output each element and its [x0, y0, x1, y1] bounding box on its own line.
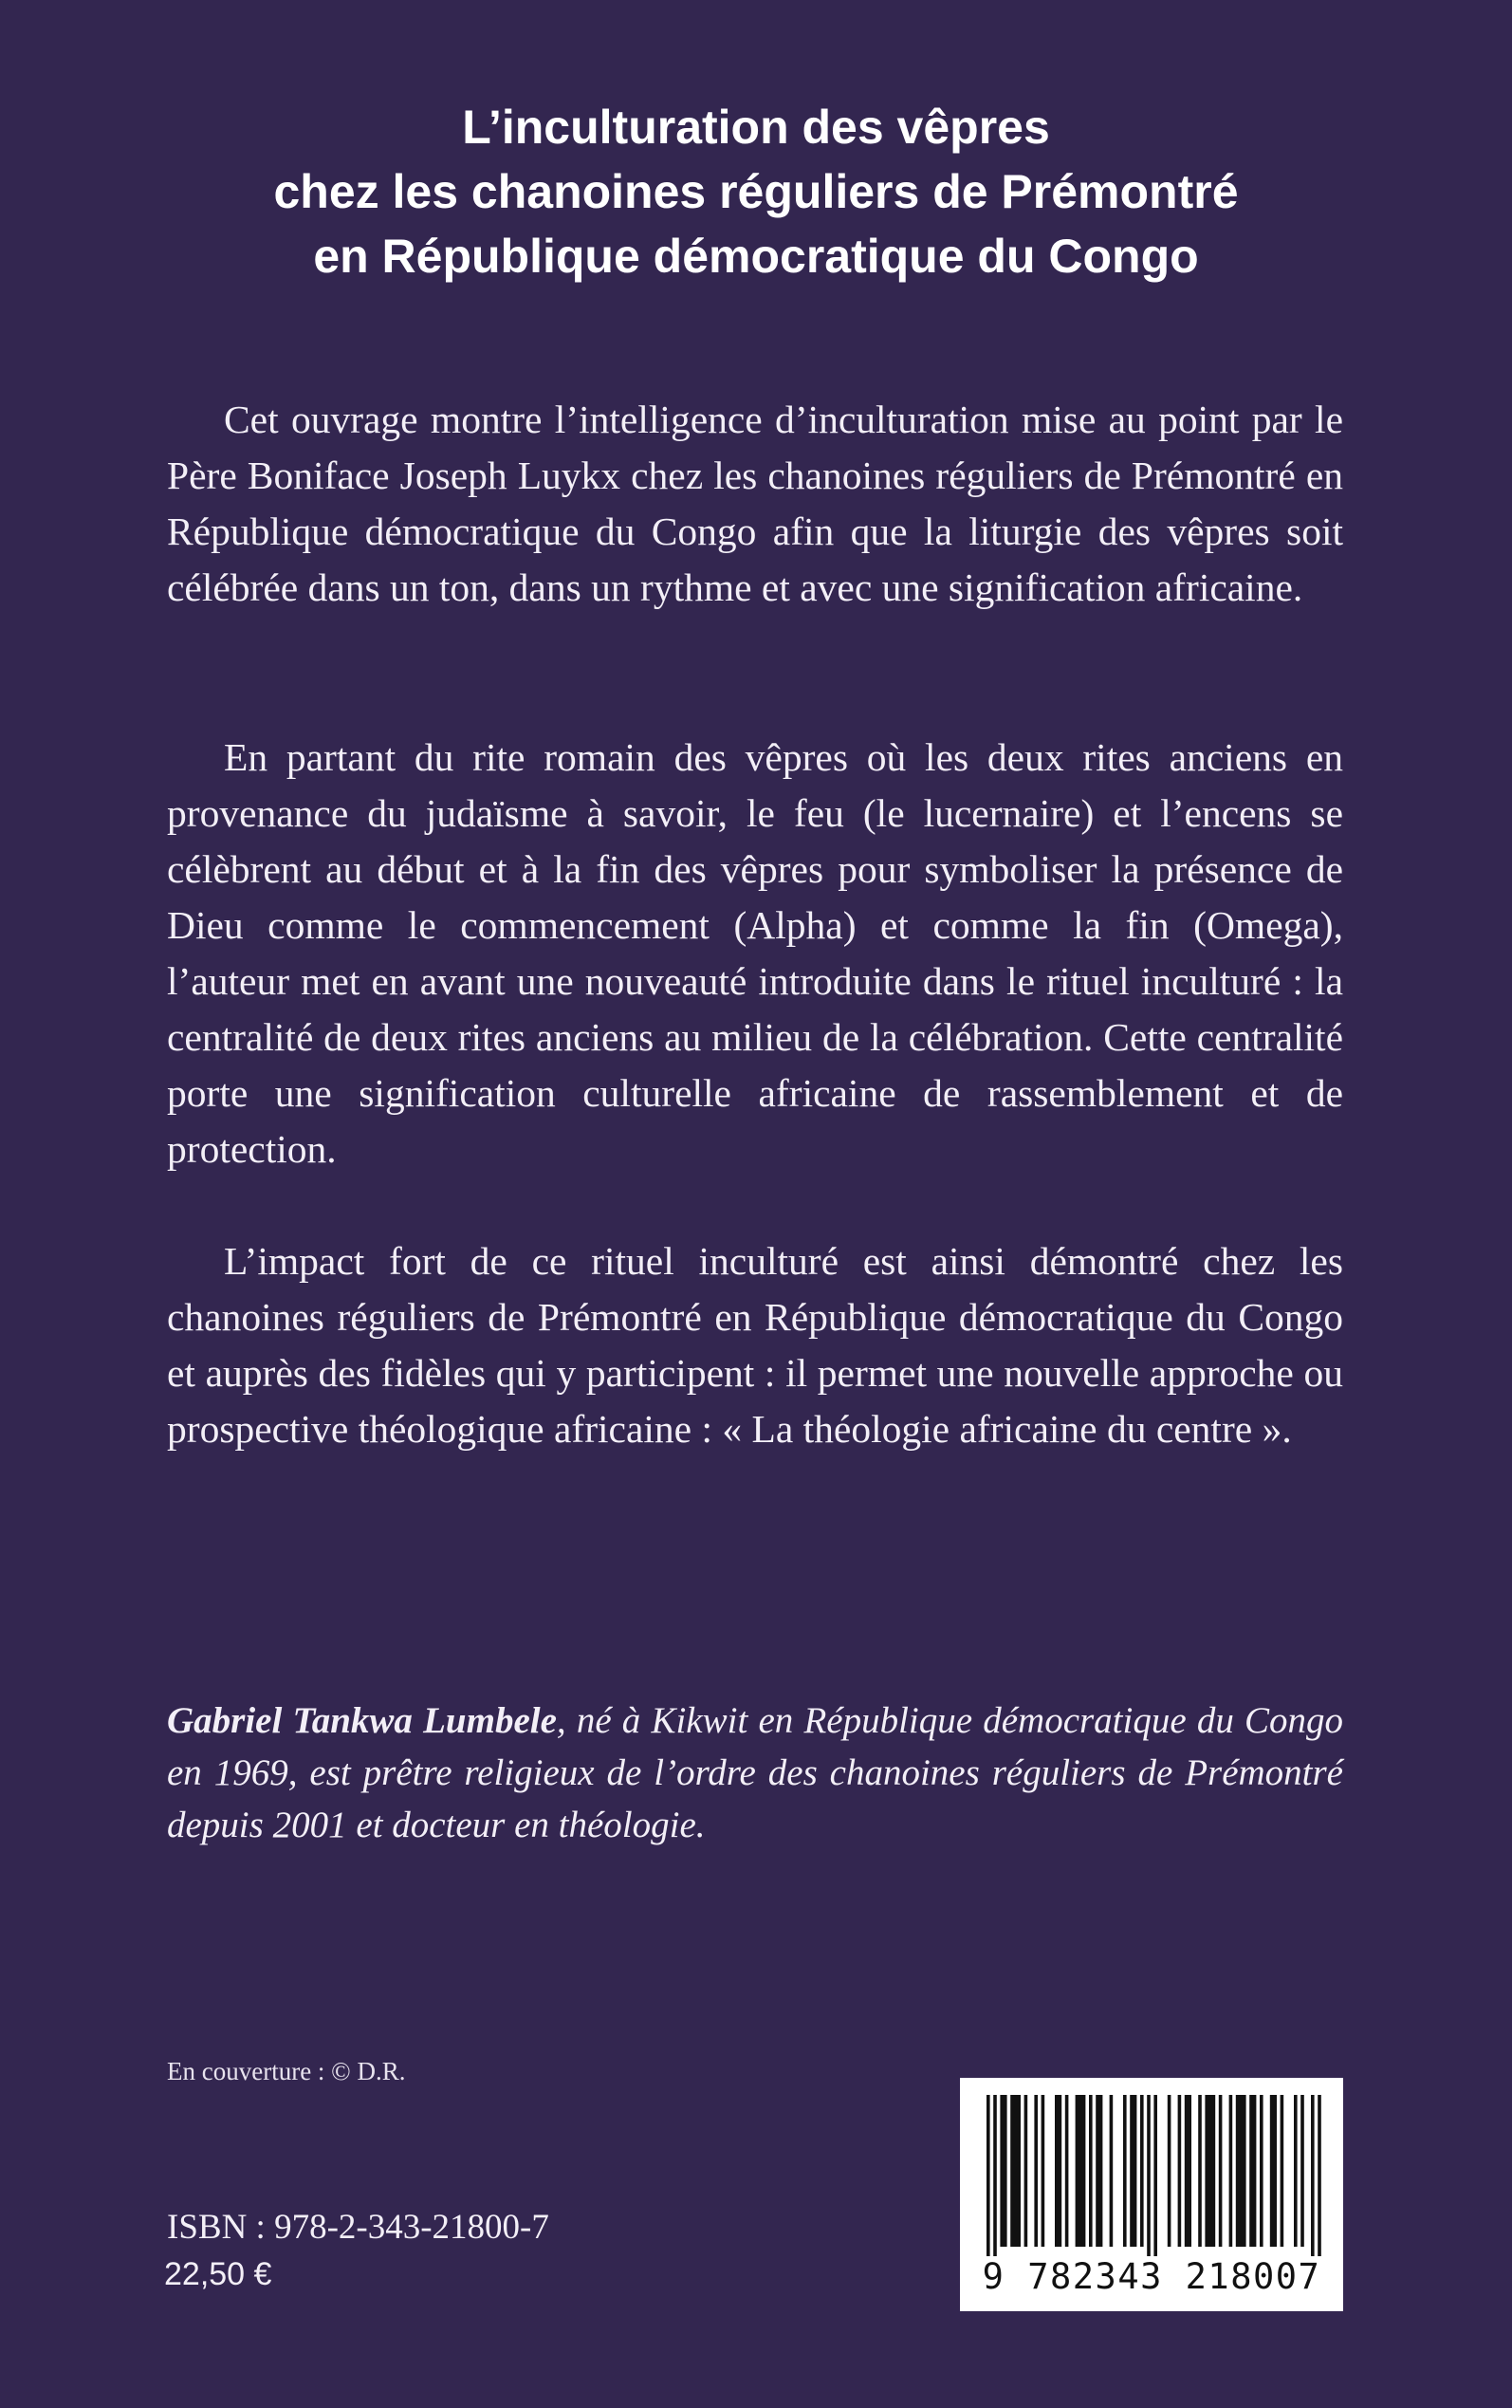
- title-line-1: L’inculturation des vêpres: [462, 101, 1050, 154]
- barcode-bar: [1096, 2095, 1102, 2247]
- barcode-bar: [1318, 2095, 1321, 2256]
- barcode-bar: [1130, 2095, 1136, 2247]
- barcode-digits: 9 782343 218007: [982, 2256, 1321, 2297]
- summary-paragraph-1: Cet ouvrage montre l’intelligence d’inculturation mise au point par le Père Boniface Joseph Luykx chez les chanoines réguliers de Prémontré en République démocratique du Congo afin que la liturgie des vêpres soit célébrée dans un ton, dans un rythme et avec une signification africaine.: [167, 398, 1343, 609]
- barcode-bar: [1281, 2095, 1284, 2247]
- barcode-bar: [1010, 2095, 1021, 2247]
- barcode: [960, 2078, 1343, 2311]
- barcode-bar: [1034, 2095, 1038, 2247]
- barcode-bar: [1055, 2095, 1061, 2247]
- price: 22,50 €: [164, 2256, 272, 2292]
- barcode-bar: [1076, 2095, 1086, 2247]
- barcode-bar: [1110, 2095, 1114, 2247]
- barcode-bar: [1311, 2095, 1315, 2256]
- barcode-bar: [1140, 2095, 1144, 2247]
- barcode-bar: [1024, 2095, 1028, 2247]
- title-line-3: en République démocratique du Congo: [313, 230, 1199, 283]
- barcode-bar: [1185, 2095, 1191, 2247]
- barcode-bar: [1042, 2095, 1045, 2247]
- barcode-bar: [986, 2095, 990, 2256]
- cover-credits: En couverture : © D.R.: [167, 2057, 406, 2085]
- barcode-bar: [1249, 2095, 1256, 2247]
- summary-paragraph-3: L’impact fort de ce rituel inculturé est ainsi démontré chez les chanoines réguliers de Prémontré en République démocratique du Congo et auprès des fidèles qui y participent : il permet une nouvelle approche ou prospective théologique africaine : « La théologie africaine du centre ».: [167, 1239, 1343, 1451]
- barcode-bar: [1147, 2095, 1151, 2256]
- summary-paragraph-2: En partant du rite romain des vêpres où les deux rites anciens en provenance du judaïsme à savoir, le feu (le lucernaire) et l’encens se célèbrent au début et à la fin des vêpres pour symboliser la présence de Dieu comme le commencement (Alpha) et comme la fin (Omega), l’auteur met en avant une nouveauté introduite dans le rituel inculturé : la centralité de deux rites anciens au milieu de la célébration. Cette centralité porte une signification culturelle africaine de rassemblement et de protection.: [167, 735, 1343, 1171]
- barcode-bar: [1229, 2095, 1233, 2247]
- barcode-bar: [1000, 2095, 1006, 2247]
- barcode-bar: [1198, 2095, 1202, 2247]
- barcode-bars: [981, 2095, 1322, 2256]
- title-line-2: chez les chanoines réguliers de Prémontré: [273, 165, 1239, 218]
- barcode-bar: [1178, 2095, 1182, 2247]
- barcode-bar: [1123, 2095, 1127, 2247]
- barcode-bar: [1089, 2095, 1093, 2247]
- barcode-bar: [1168, 2095, 1171, 2247]
- barcode-bar: [1294, 2095, 1298, 2247]
- barcode-bar: [1205, 2095, 1215, 2247]
- barcode-bar: [1260, 2095, 1263, 2247]
- barcode-bar: [1065, 2095, 1069, 2247]
- barcode-bar: [1153, 2095, 1157, 2256]
- barcode-bar: [1270, 2095, 1277, 2247]
- book-title: [0, 95, 1512, 288]
- barcode-bar: [1219, 2095, 1223, 2247]
- isbn: ISBN : 978-2-343-21800-7: [167, 2208, 549, 2247]
- barcode-bar: [993, 2095, 997, 2256]
- barcode-bar: [1236, 2095, 1246, 2247]
- author-bio-text: , né à Kikwit en République démocratique du Congo en 1969, est prêtre religieux de l’ordre des chanoines réguliers de Prémontré depuis 2001 et docteur en théologie.: [167, 1700, 1343, 1845]
- author-bio: [167, 1695, 1343, 1851]
- author-name: Gabriel Tankwa Lumbele: [167, 1700, 557, 1741]
- barcode-bar: [1300, 2095, 1304, 2247]
